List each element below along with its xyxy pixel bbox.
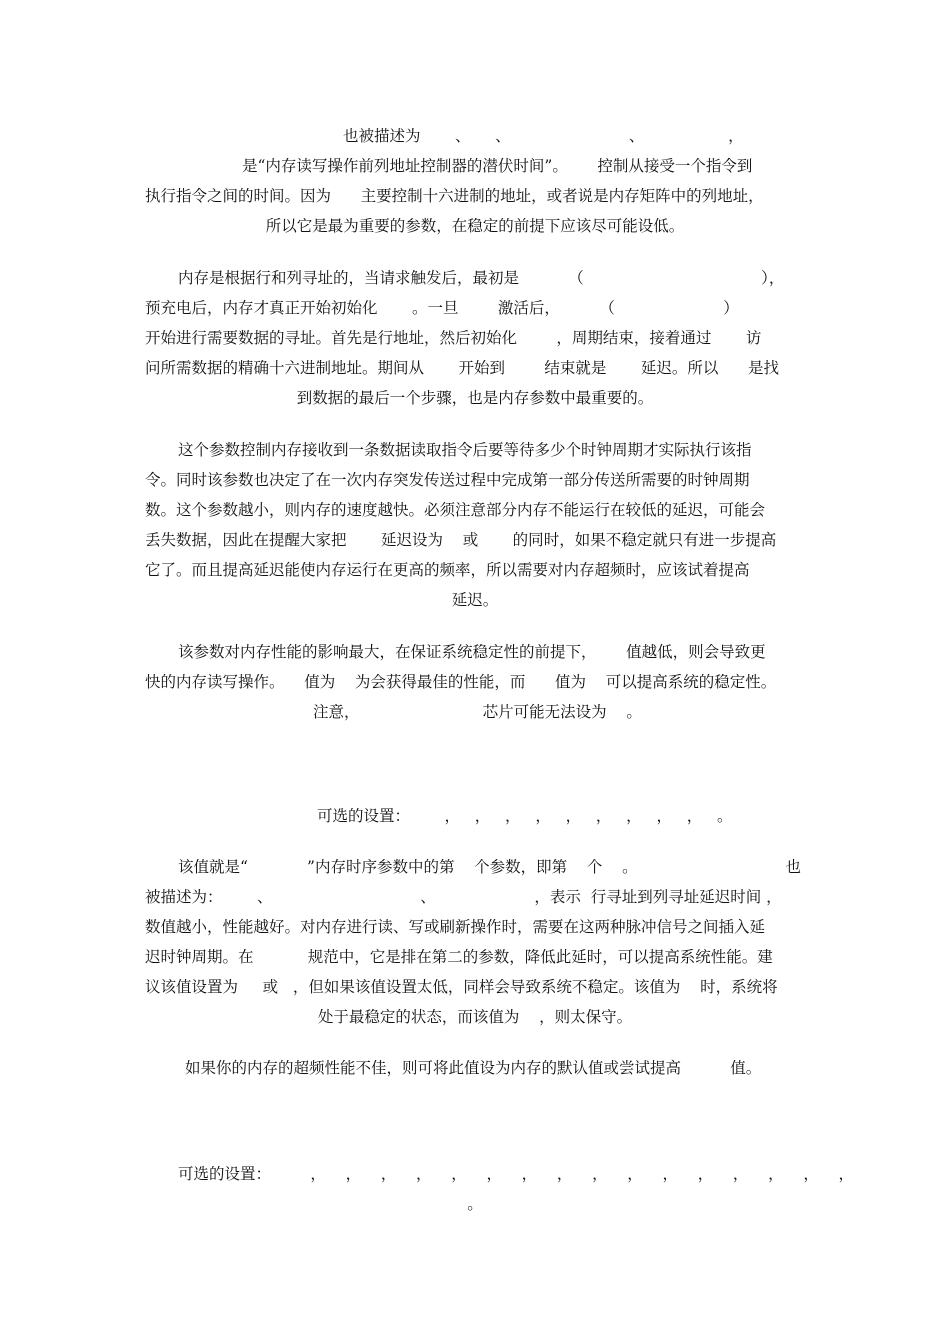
para5-line2: 被描述为： 、 、 ，表示 行寻址到列寻址延迟时间 ， (145, 888, 782, 906)
para5-line4: 迟时钟周期。在 规范中，它是排在第二的参数，降低此延时，可以提高系统性能。建 (145, 948, 773, 966)
para2-line3: 开始进行需要数据的寻址。首先是行地址，然后初始化 ，周期结束，接着通过 访 (145, 329, 762, 347)
para3-line4: 丢失数据，因此在提醒大家把 延迟设为 或 的同时，如果不稳定就只有进一步提高 (145, 531, 777, 549)
para5-line6: 处于最稳定的状态，而该值为 ，则太保守。 (317, 1008, 633, 1026)
options-line-2: 可选的设置： ， ， ， ， ， ， ， ， ， ， ， ， ， ， ， ， (178, 1165, 855, 1183)
para2-line5: 到数据的最后一个步骤，也是内存参数中最重要的。 (296, 389, 654, 407)
para2-line2: 预充电后，内存才真正开始初始化 。一旦 激活后， （ ） (145, 299, 739, 317)
para1-line4: 所以它是最为重要的参数，在稳定的前提下应该尽可能设低。 (265, 217, 685, 235)
options-line-1: 可选的设置： ， ， ， ， ， ， ， ， ， 。 (317, 807, 733, 825)
para4-line2: 快的内存读写操作。 值为 为会获得最佳的性能，而 值为 可以提高系统的稳定性。 (145, 673, 777, 691)
para1-line3: 执行指令之间的时间。因为 主要控制十六进制的地址，或者说是内存矩阵中的列地址， (145, 187, 764, 205)
para3-line3: 数。这个参数越小，则内存的速度越快。必须注意部分内存不能运行在较低的延迟，可能会 (145, 501, 766, 519)
para2-line1: 内存是根据行和列寻址的，当请求触发后，最初是 （ ）， (178, 269, 785, 287)
para2-line4: 问所需数据的精确十六进制地址。期间从 开始到 结束就是 延迟。所以 是找 (145, 359, 779, 377)
para5-line3: 数值越小，性能越好。对内存进行读、写或刷新操作时，需要在这两种脉冲信号之间插入延 (145, 918, 766, 936)
para5-line5: 议该值设置为 或 ，但如果该值设置太低，同样会导致系统不稳定。该值为 时，系统将 (145, 978, 778, 996)
para3-line6: 延迟。 (451, 591, 499, 609)
para4-line1: 该参数对内存性能的影响最大，在保证系统稳定性的前提下， 值越低，则会导致更 (178, 643, 766, 661)
options-line-2-end: 。 (467, 1195, 483, 1213)
para4-line3: 注意， 芯片可能无法设为 。 (313, 703, 642, 721)
para3-line2: 令。同时该参数也决定了在一次内存突发传送过程中完成第一部分传送所需要的时钟周期 (145, 471, 750, 489)
para1-line2: 是“内存读写操作前列地址控制器的潜伏时间”。 控制从接受一个指令到 (242, 157, 753, 175)
para3-line1: 这个参数控制内存接收到一条数据读取指令后要等待多少个时钟周期才实际执行该指 (178, 441, 752, 459)
para6-line1: 如果你的内存的超频性能不佳，则可将此值设为内存的默认值或尝试提高 值。 (185, 1059, 762, 1077)
para3-line5: 它了。而且提高延迟能使内存运行在更高的频率，所以需要对内存超频时，应该试着提高 (145, 561, 750, 579)
para1-line1: 也被描述为 、 、 、 ， (343, 127, 744, 145)
para5-line1: 该值就是“ ”内存时序参数中的第 个参数，即第 个 。 也 (178, 858, 801, 876)
